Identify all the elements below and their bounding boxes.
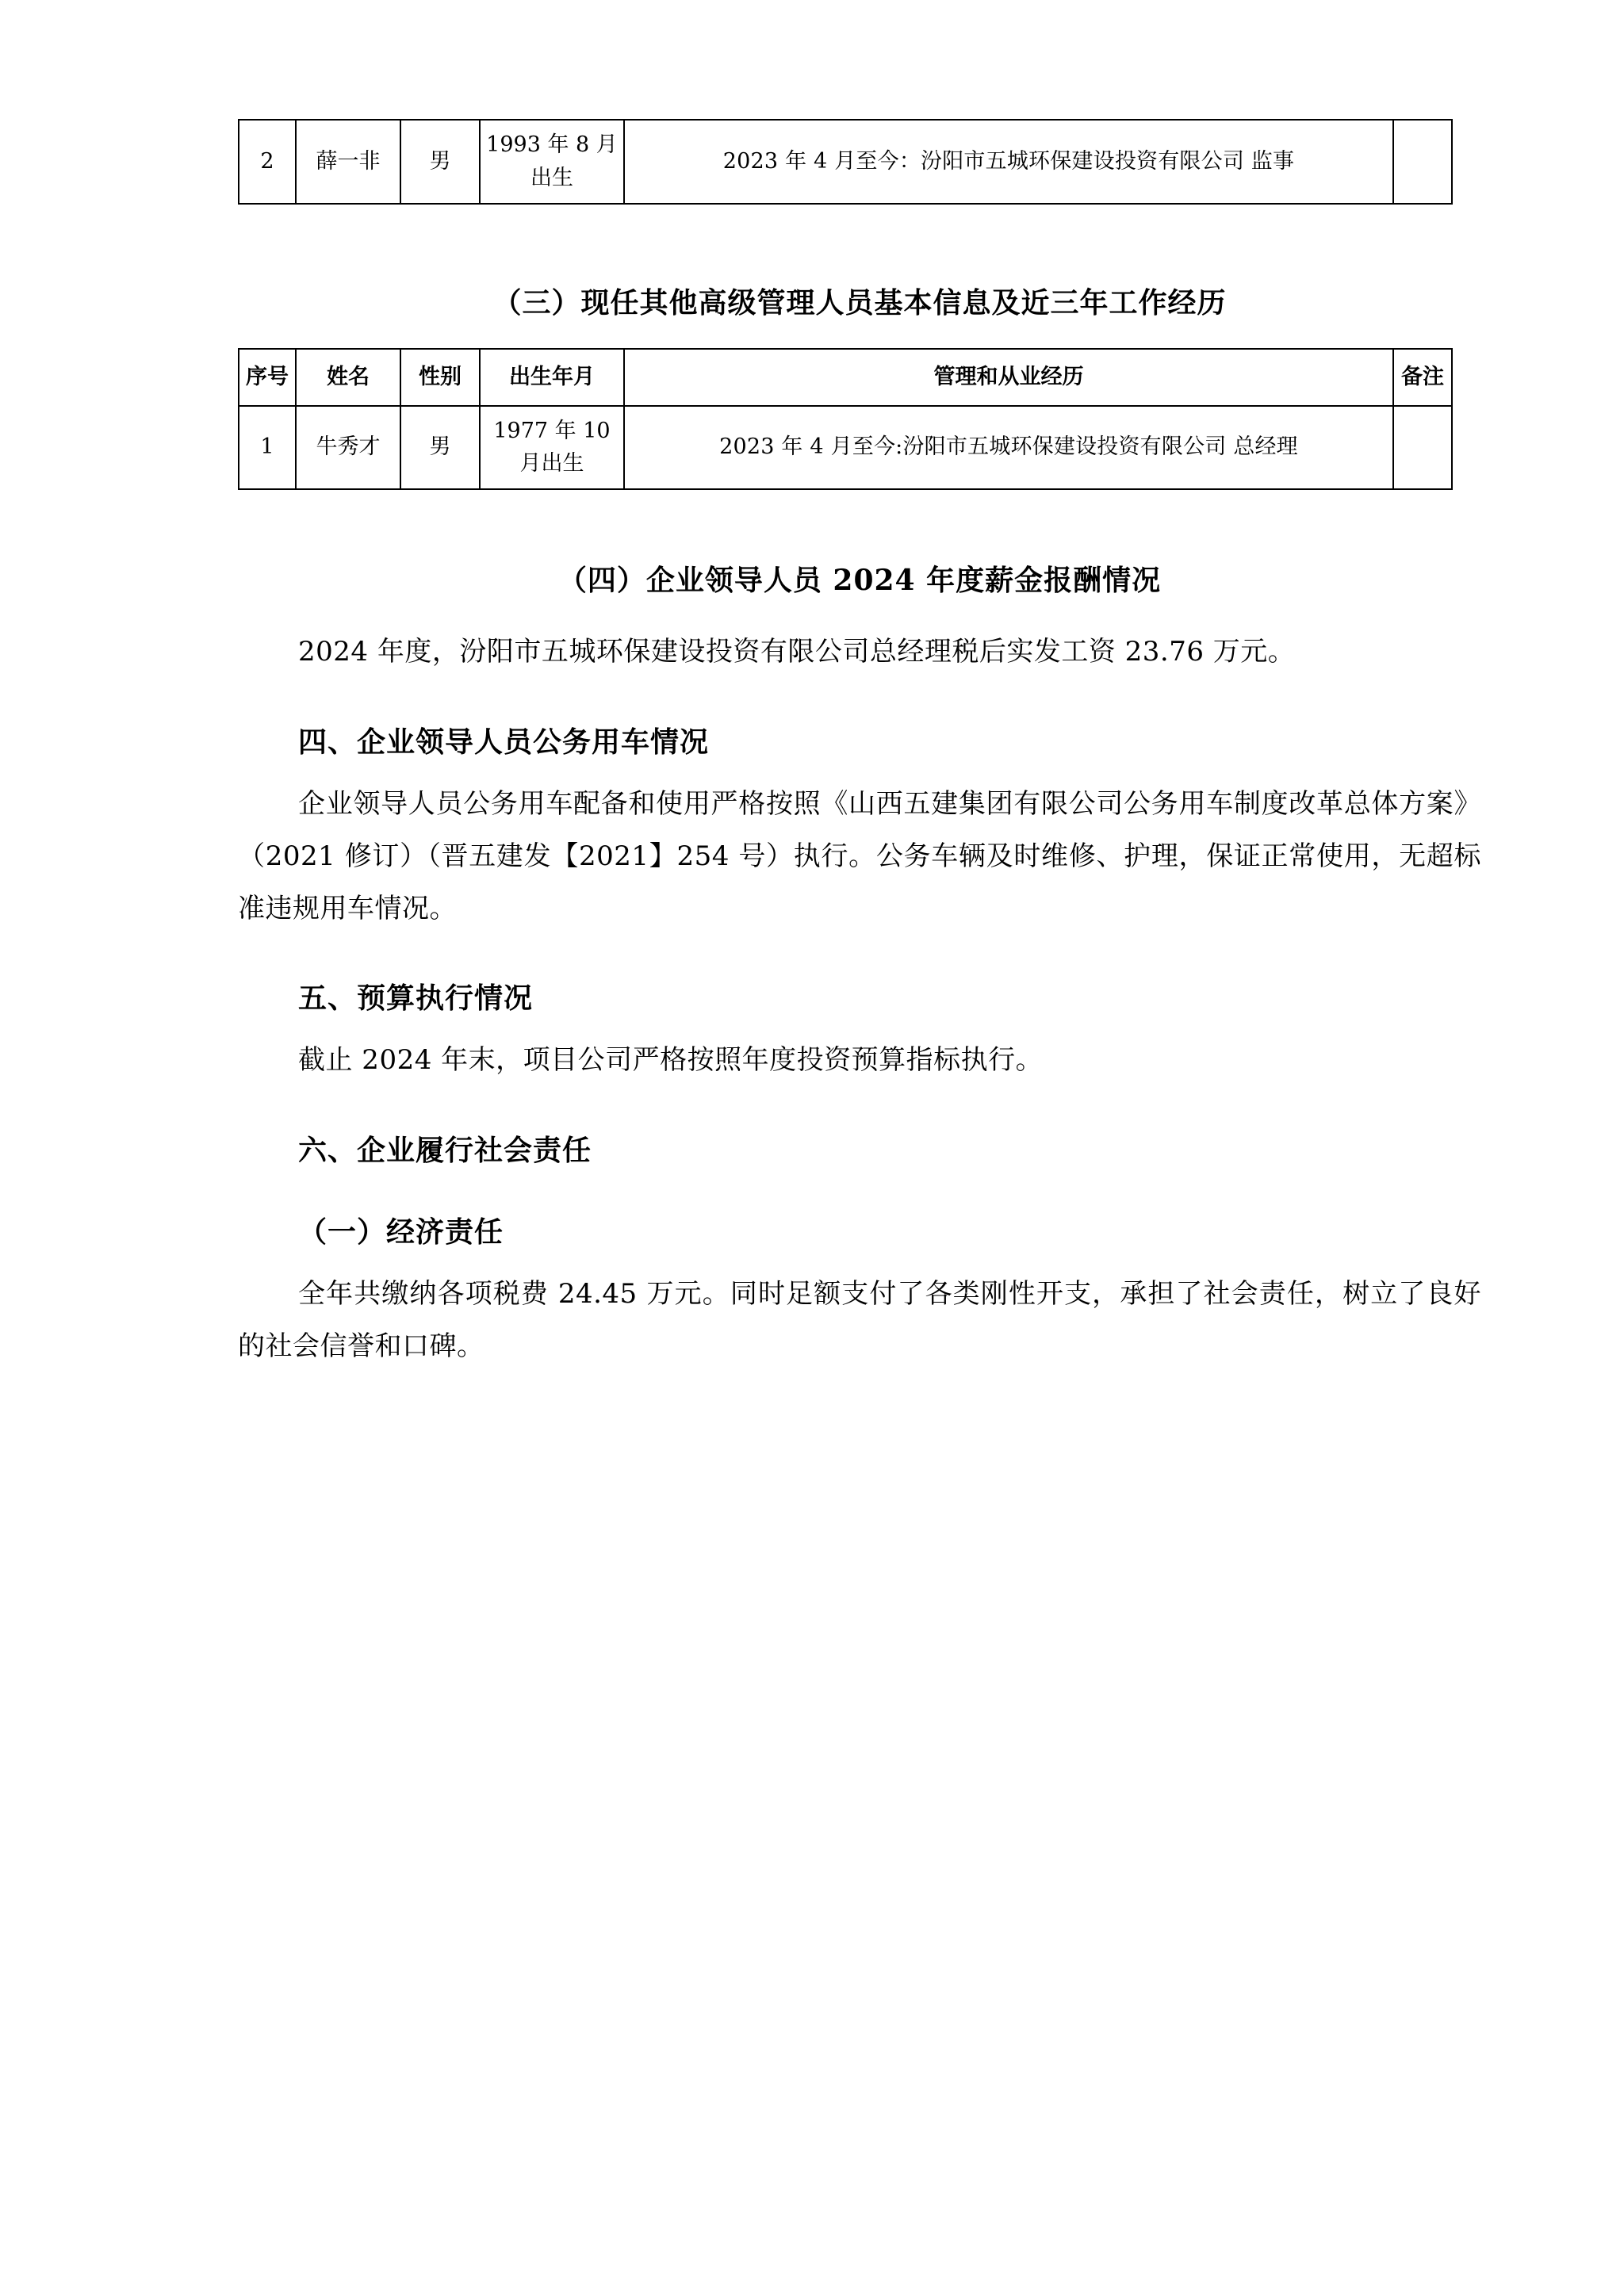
birth-line-1: 1993 年 8 月 [486,132,618,157]
col-header-experience: 管理和从业经历 [624,349,1393,406]
cell-experience: 2023 年 4 月至今：汾阳市五城环保建设投资有限公司 监事 [624,120,1393,204]
col-header-sex: 性别 [400,349,480,406]
section-social-title: 六、企业履行社会责任 [298,1133,592,1167]
table-row [239,406,1452,490]
section-car-paragraph: 企业领导人员公务用车配备和使用严格按照《山西五建集团有限公司公务用车制度改革总体方案》（2021 修订）（晋五建发【2021】254 号）执行。公务车辆及时维修、护理，保证正常使用，无超标准违规用车情况。 [238,787,1481,925]
cell-birth [480,406,624,490]
cell-remark [1393,120,1452,204]
cell-sex: 男 [400,120,480,204]
table-row [239,120,1452,204]
section-four-title: （四）企业领导人员 2024 年度薪金报酬情况 [557,564,1162,598]
senior-management-table [238,348,1453,491]
col-header-name: 姓名 [296,349,400,406]
col-header-no: 序号 [239,349,296,406]
cell-birth [480,120,624,204]
section-car-title: 四、企业领导人员公务用车情况 [298,725,710,759]
col-header-birth: 出生年月 [480,349,624,406]
col-header-remark: 备注 [1393,349,1452,406]
section-three-title: （三）现任其他高级管理人员基本信息及近三年工作经历 [492,285,1227,320]
cell-no: 1 [239,406,296,490]
cell-remark [1393,406,1452,490]
section-four-paragraph: 2024 年度，汾阳市五城环保建设投资有限公司总经理税后实发工资 23.76 万元。 [298,636,1296,668]
cell-name: 牛秀才 [296,406,400,490]
section-social-sub-title: （一）经济责任 [298,1215,504,1249]
supervisor-table [238,119,1453,205]
section-budget-title: 五、预算执行情况 [298,982,534,1016]
cell-name: 薛一非 [296,120,400,204]
birth-line-1: 1977 年 10 [493,418,611,443]
birth-line-2: 月出生 [519,451,584,476]
cell-sex: 男 [400,406,480,490]
birth-line-2: 出生 [530,165,573,190]
table-header-row [239,349,1452,406]
section-budget-paragraph: 截止 2024 年末，项目公司严格按照年度投资预算指标执行。 [298,1044,1044,1077]
cell-no: 2 [239,120,296,204]
section-social-paragraph: 全年共缴纳各项税费 24.45 万元。同时足额支付了各类刚性开支，承担了社会责任，树立了良好的社会信誉和口碑。 [238,1277,1481,1362]
cell-experience: 2023 年 4 月至今:汾阳市五城环保建设投资有限公司 总经理 [624,406,1393,490]
